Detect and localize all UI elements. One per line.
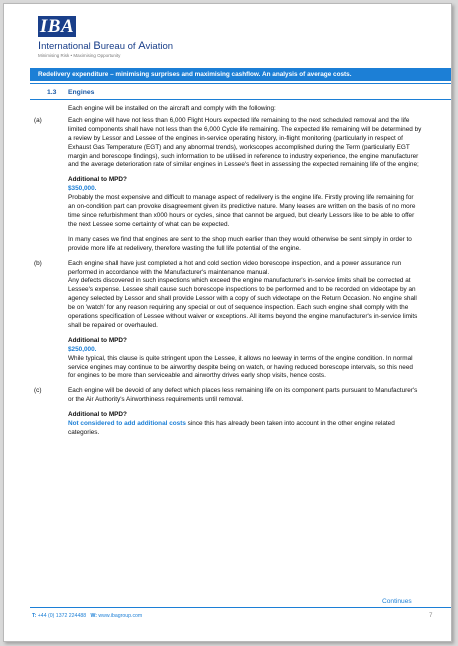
logo-tagline: Minimising Risk • Maximising Opportunity — [38, 53, 121, 58]
iba-logo — [38, 16, 173, 58]
clause-content — [68, 117, 422, 254]
mpd-heading: Additional to MPD? — [68, 336, 127, 344]
clause-text: Any defects discovered in such inspections which exceed the engine manufacturer's in-service limits shall be corrected at Lessee's expense. Lessee shall cause such borescope inspections to be performed and to be recorded on videotape by an agency selected by Lessor and shall provide Lessor with a copy of such videotape on the Return Occasion. No engine shall be on 'watch' for any reason requiring any special or out of sequence inspection. Each such engine shall comply with the operations specification of Lessee without waiver or exceptions. All items beyond the engine manufacturer's in-service limits — [68, 277, 418, 321]
cost-value: $350,000. — [68, 185, 97, 193]
document-body — [32, 105, 422, 438]
clause-a — [32, 117, 422, 254]
clause-label: (c) — [34, 387, 42, 395]
banner-divider — [30, 83, 451, 84]
clause-text: shall be repaired or overhauled. — [68, 321, 158, 329]
document-page — [3, 3, 452, 642]
clause-c — [32, 387, 422, 438]
clause-content — [68, 260, 422, 382]
analysis-paragraph: In many cases we find that engines are sent to the shop much earlier than they would otherwise be sent simply in order to provide more life at redelivery, therefore wasting the full life potential of the engine. — [68, 235, 412, 252]
analysis-paragraph: Probably the most expensive and difficult to manage aspect of redelivery is the engine life. Firstly proving life remaining for an on-condition part can provoke disagreement given its predictive nature. Many leases are written on the basis of no more time since refurbishment than x000 hours or cycles, since that cannot be argued, but clearly Lessors like to be able to offer the next Lessee some certainty of what can be expected. — [68, 194, 416, 228]
website-link[interactable]: www.ibagroup.com — [98, 613, 143, 619]
analysis-paragraph: While typical, this clause is quite stringent upon the Lessee, it allows no leeway in terms of the engine condition. In normal service engines may continue to be airworthy despite being on watch, or having reduced borescope intervals, so this need for engines to be more than serviceable and airworthy drives early shop visits, hence costs. — [68, 354, 413, 380]
phone-number: +44 (0) 1372 224488 — [37, 613, 87, 619]
clause-label: (a) — [34, 116, 42, 124]
clause-text: Each engine will be devoid of any defect which places less remaining life on its component parts pursuant to Manufacturer's or the Air Authority's Airworthiness requirements until removal. — [68, 387, 418, 404]
logo-company-name: International Bureau of Aviation — [38, 40, 174, 52]
continues-link[interactable]: Continues — [382, 598, 412, 605]
clause-content — [68, 387, 422, 438]
mpd-heading: Additional to MPD? — [68, 176, 127, 184]
clause-text: Each engine shall have just completed a hot and cold section video borescope inspection, and a power assurance run performed in accordance with the Manufacturer's maintenance manual. — [68, 259, 402, 276]
analysis-paragraph: Not considered to add additional costs since this has already been taken into account in the other engine related categories. — [68, 420, 395, 436]
footer-contact: T: +44 (0) 1372 224488 W: www.ibagroup.com — [32, 613, 143, 619]
page-number: 7 — [429, 612, 433, 619]
section-divider — [30, 99, 451, 100]
clause-b — [32, 260, 422, 382]
intro-paragraph: Each engine will be installed on the aircraft and comply with the following: — [68, 105, 276, 112]
no-cost-note: Not considered to add additional costs — [68, 420, 186, 428]
section-number: 1.3 — [47, 89, 57, 96]
footer-divider — [30, 607, 451, 608]
mpd-heading: Additional to MPD? — [68, 411, 127, 419]
section-title: Engines — [68, 89, 95, 96]
clause-label: (b) — [34, 259, 42, 267]
clause-text: Each engine will have not less than 6,000 Flight Hours expected life remaining to the next scheduled removal and the life limited components shall have not less than the 6,000 Cycle life remaining. The expected life remaining will be determined by a review by Lessor and Lessee of the engines in-service operating history, in-flight monitoring (particularly in respect of Exhaust Gas Temperature (EGT) and any abnormal trends), workscopes accomplished during the Term (particularly EGT margin and borescope findings), such information to be utilised in reference to industry experience, the engine manufacturer and the average deterioration rate of similar engines in Lessee's fleet in assessing the expected remaining life of the engine; — [68, 116, 422, 169]
cost-value: $250,000. — [68, 345, 97, 353]
logo-mark: IBA — [39, 16, 75, 37]
document-banner-title: Redelivery expenditure – minimising surprises and maximising cashflow. An analysis of average costs. — [30, 68, 451, 81]
